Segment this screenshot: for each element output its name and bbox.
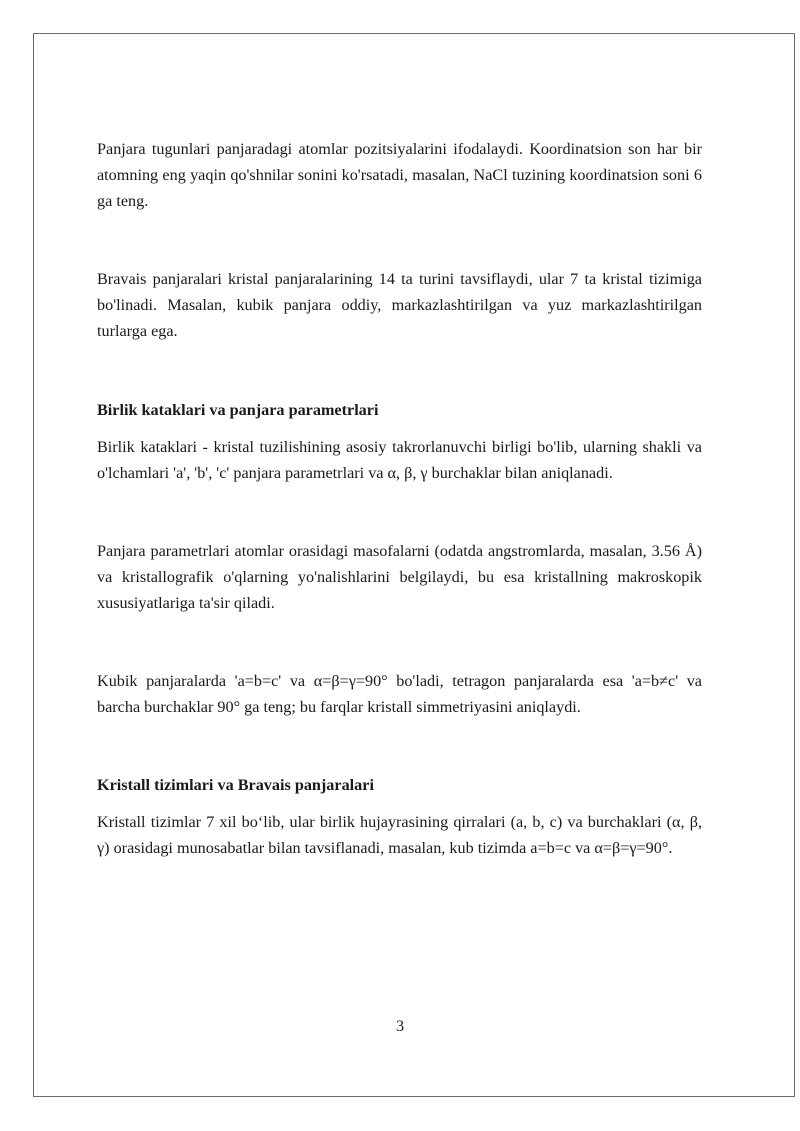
page-content — [97, 136, 702, 861]
paragraph-lattice-nodes: Panjara tugunlari panjaradagi atomlar pozitsiyalarini ifodalaydi. Koordinatsion son har bir atomning eng yaqin qo'shnilar sonini ko'rsatadi, masalan, NaCl tuzining koordinatsion soni 6 ga teng. — [97, 140, 702, 210]
paragraph-cubic-tetragonal: Kubik panjaralarda 'a=b=c' va α=β=γ=90° bo'ladi, tetragon panjaralarda esa 'a=b≠c' va barcha burchaklar 90° ga teng; bu farqlar kristall simmetriyasini aniqlaydi. — [97, 672, 702, 716]
paragraph-unit-cells: Birlik kataklari - kristal tuzilishining asosiy takrorlanuvchi birligi bo'lib, ularning shakli va o'lchamlari 'a', 'b', 'c' panjara parametrlari va α, β, γ burchaklar bilan aniqlanadi. — [97, 438, 702, 482]
heading-crystal-systems: Kristall tizimlari va Bravais panjaralari — [97, 776, 374, 794]
paragraph-lattice-parameters: Panjara parametrlari atomlar orasidagi masofalarni (odatda angstromlarda, masalan, 3.56 Å) va kristallografik o'qlarning yo'nalishlarini belgilaydi, bu esa kristallning makroskopik xususiyatlariga ta'sir qiladi. — [97, 542, 702, 612]
page-number: 3 — [395, 1017, 405, 1035]
paragraph-crystal-systems: Kristall tizimlar 7 xil bo‘lib, ular birlik hujayrasining qirralari (a, b, c) va burchaklari (α, β, γ) orasidagi munosabatlar bilan tavsiflanadi, masalan, kub tizimda a=b=c va α=β=γ=90°. — [97, 813, 702, 857]
paragraph-bravais-lattices: Bravais panjaralari kristal panjaralarining 14 ta turini tavsiflaydi, ular 7 ta kristal tizimiga bo'linadi. Masalan, kubik panjara oddiy, markazlashtirilgan va yuz markazlashtirilgan turlarga ega. — [97, 270, 702, 340]
heading-unit-cells: Birlik kataklari va panjara parametrlari — [97, 401, 379, 419]
